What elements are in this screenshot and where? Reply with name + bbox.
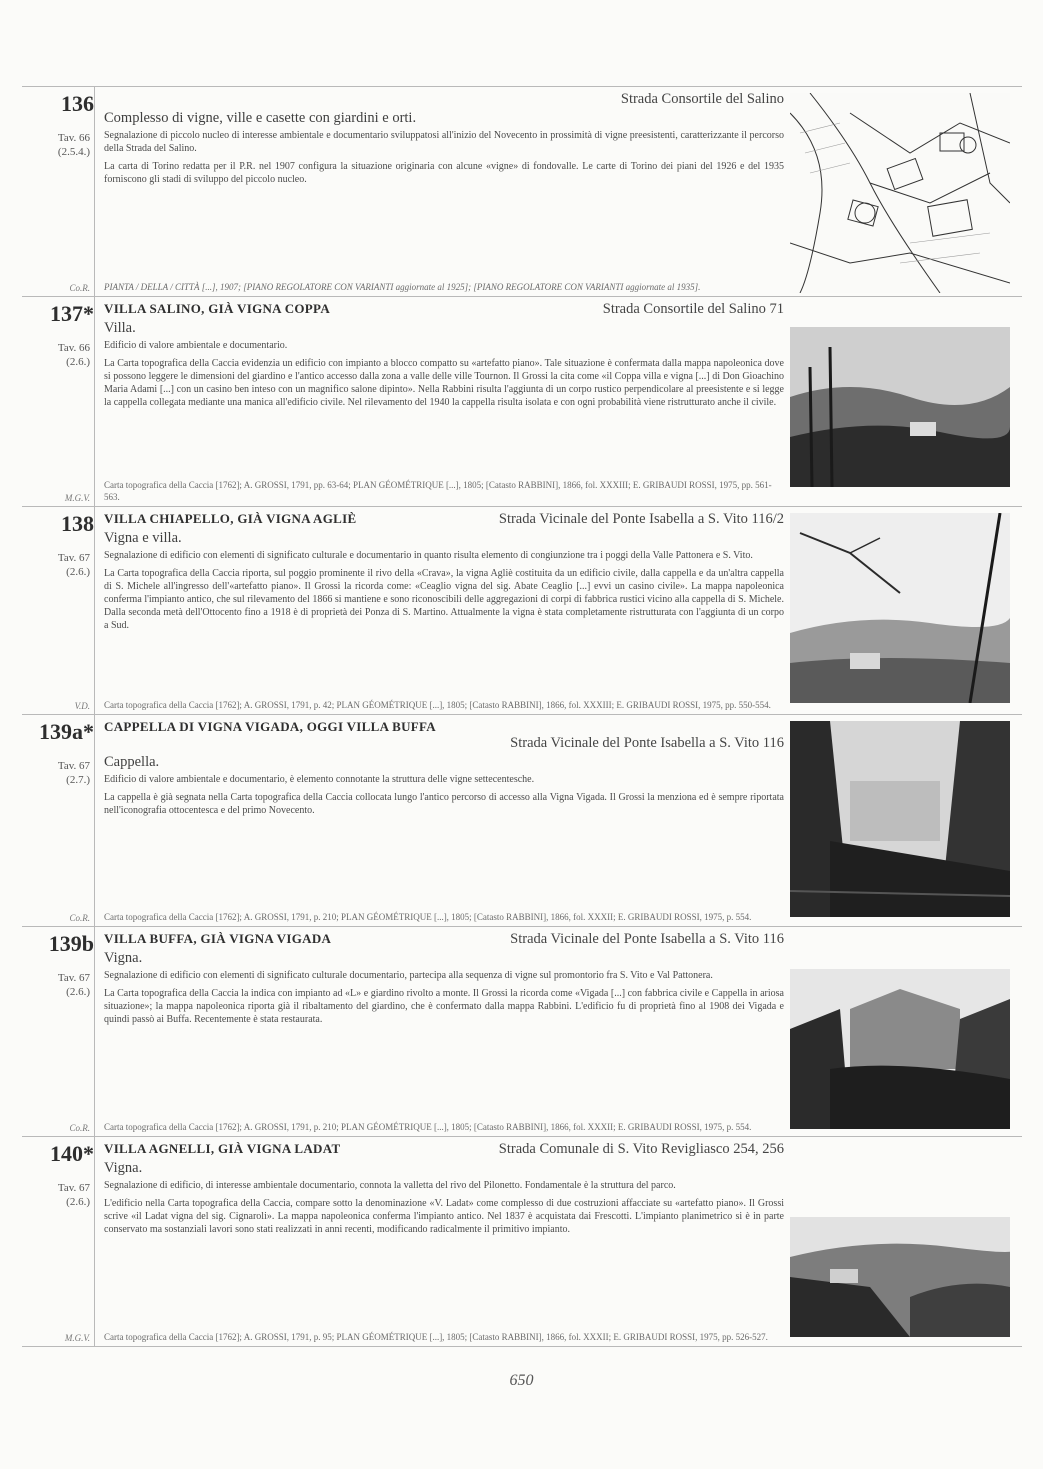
- photo-landscape: [790, 969, 1010, 1129]
- entry-number: 138: [61, 511, 94, 536]
- entry-139a: [22, 714, 1022, 927]
- photo-landscape: [790, 513, 1010, 703]
- entry-type: Complesso di vigne, ville e casette con giardini e orti.: [104, 110, 417, 126]
- entry-left-column: [22, 927, 94, 1137]
- photo-image: [790, 327, 1010, 487]
- bottom-rule: [22, 1346, 1022, 1347]
- tav-ref: (2.6.): [66, 1196, 90, 1208]
- entry-text: [104, 931, 784, 1133]
- entry-140: [22, 1136, 1022, 1347]
- tav-ref: (2.7.): [66, 774, 90, 786]
- entry-paragraph-2: La Carta topografica della Caccia evidenzia un edificio con impianto a blocco compatto su «artefatto piano». Tale situazione è confermata dalla mappa napoleonica dove si possono leggere le dimensioni del giardino e l'antico accesso dalla zona a valle delle ville Tournon. Il Grossi la cita come «il Coppa villa e vigna [...] di Don Gioachino Maria Adami [...] con un casino ben inteso con un magnifico salone dipinto». Nella Rabbini risulta l'aggiunta di un corpo rustico perpendicolare al preesistente e si legge la cappella collegata mediante una manica all'edificio civile. Nel rilevamento del 1940 la cappella risulta isolata e con ogni probabilità viene ristrutturato anche il civile.: [104, 358, 784, 408]
- tav-label: Tav. 66: [57, 132, 90, 144]
- entry-address: Strada Comunale di S. Vito Revigliasco 254, 256: [498, 1141, 784, 1157]
- entry-author: Co.R.: [69, 913, 90, 923]
- entry-bibliography: Carta topografica della Caccia [1762]; A. GROSSI, 1791, pp. 63-64; PLAN GÉOMÉTRIQUE [...], 1805; [Catasto RABBINI], 1866, fol. XXXIII; E. GRIBAUDI ROSSI, 1975, pp. 561-563.: [104, 480, 772, 502]
- photo-image: [790, 969, 1010, 1129]
- column-divider: [94, 715, 95, 927]
- entry-address: Strada Vicinale del Ponte Isabella a S. Vito 116/2: [498, 511, 784, 527]
- entry-title: VILLA BUFFA, GIÀ VIGNA VIGADA: [104, 931, 332, 946]
- tav-ref: (2.6.): [66, 986, 90, 998]
- entry-bibliography: Carta topografica della Caccia [1762]; A. GROSSI, 1791, p. 95; PLAN GÉOMÉTRIQUE [...], 1805; [Catasto RABBINI], 1866, fol. XXXII; E. GRIBAUDI ROSSI, 1975, pp. 526-527.: [104, 1332, 768, 1342]
- entry-paragraph-1: Edificio di valore ambientale e documentario.: [104, 340, 288, 351]
- entry-136: [22, 86, 1022, 297]
- entry-address: Strada Consortile del Salino: [620, 91, 784, 107]
- entry-type: Vigna.: [104, 1160, 143, 1176]
- entry-address: Strada Consortile del Salino 71: [602, 301, 784, 317]
- entry-type: Vigna e villa.: [104, 530, 182, 546]
- entry-left-column: [22, 1137, 94, 1347]
- photo-image: [790, 1217, 1010, 1337]
- entry-address: Strada Vicinale del Ponte Isabella a S. Vito 116: [510, 735, 784, 751]
- entry-title: VILLA CHIAPELLO, GIÀ VIGNA AGLIÈ: [104, 511, 357, 526]
- entry-number: 139a*: [39, 719, 94, 744]
- entry-paragraph-2: L'edificio nella Carta topografica della Caccia, compare sotto la denominazione «V. Ladat» come complesso di due costruzioni affacciate su «artefatto piano». Il Grossi scrive «il Ladat vigna del sig. Cignaroli». La mappa napoleonica conferma l'impianto antico. Nel 1837 è acquistata dai Frescotti. L'impianto planimetrico si è in parte conservato ma sostanziali lavori sono stati realizzati in anni recenti, modificando radicalmente il primitivo impianto.: [104, 1198, 784, 1235]
- entry-left-column: [22, 297, 94, 507]
- entry-137: [22, 296, 1022, 507]
- photo-image: [790, 513, 1010, 703]
- entry-type: Cappella.: [104, 754, 160, 770]
- entry-bibliography: Carta topografica della Caccia [1762]; A. GROSSI, 1791, p. 210; PLAN GÉOMÉTRIQUE [...], 1805; [Catasto RABBINI], 1866, fol. XXXII; E. GRIBAUDI ROSSI, 1975, p. 554.: [104, 912, 752, 922]
- entry-author: V.D.: [74, 701, 90, 711]
- entry-paragraph-2: La Carta topografica della Caccia riporta, sul poggio prominente il rivo della «Crava», la vigna Agliè costituita da un edificio civile, dalla cappella e da un'altra cappella di S. Michele all'ingresso dell'«artefatto piano». Il Grossi la ricorda come: «Ceaglio vigna del sig. Abate Ceaglio [...] evvi un casino civile». La mappa napoleonica conferma l'impianto antico, che sul rilevamento del 1866 si mantiene e sono riconoscibili delle aggregazioni di corpi di fabbrica rustici vicino alla cappella di S. Michele. Dalla seconda metà dell'Ottocento fino a 1918 è di proprietà dei Ponza di S. Martino. Attualmente la vigna è stata completamente ristrutturata con l'aggiunta di un corpo a Sud.: [104, 568, 784, 631]
- entry-text: [104, 91, 784, 293]
- entry-title: VILLA SALINO, GIÀ VIGNA COPPA: [104, 301, 331, 316]
- entry-text: [104, 301, 784, 503]
- entry-number: 139b: [48, 931, 94, 956]
- entry-type: Villa.: [104, 320, 136, 336]
- entry-paragraph-2: La carta di Torino redatta per il P.R. nel 1907 configura la situazione originaria con alcune «vigne» di fondovalle. Le carte di Torino dei piani del 1926 e del 1935 forniscono gli stadi di sviluppo del piccolo nucleo.: [104, 161, 784, 185]
- entry-paragraph-2: La Carta topografica della Caccia la indica con impianto ad «L» e giardino rivolto a monte. Il Grossi la ricorda come «Vigada [...] con fabbrica civile e Cappella in ariosa situazione»; la mappa napoleonica riporta già il ribaltamento del giardino, che è confermato dalla mappa Rabbini. L'edificio fu di proprietà fino al 1908 dei Vigada e quindi passò ai Buffa. Recentemente è stata restaurata.: [104, 988, 784, 1025]
- entry-tav: [58, 341, 90, 369]
- entry-title: VILLA AGNELLI, GIÀ VIGNA LADAT: [104, 1141, 341, 1156]
- tav-label: Tav. 67: [57, 1182, 90, 1194]
- entry-text: [104, 511, 784, 711]
- entry-number: 140*: [50, 1141, 94, 1166]
- entry-paragraph-1: Segnalazione di edificio, di interesse ambientale documentario, connota la valletta del rivo del Pilonetto. Fondamentale è la struttura del parco.: [104, 1180, 676, 1191]
- entry-bibliography: PIANTA / DELLA / CITTÀ [...], 1907; [PIANO REGOLATORE CON VARIANTI aggiornate al 1925]; [PIANO REGOLATORE CON VARIANTI aggiornate al 1935].: [104, 282, 701, 292]
- entry-paragraph-2: La cappella è già segnata nella Carta topografica della Caccia collocata lungo l'antico percorso di accesso alla Vigna Vigada. Il Grossi la menziona ed è sempre riportata nell'iconografia ottocentesca e del primo Novecento.: [104, 792, 784, 816]
- entry-title: CAPPELLA DI VIGNA VIGADA, OGGI VILLA BUFFA: [104, 719, 436, 734]
- entry-tav: [58, 759, 90, 787]
- map-drawing: [790, 93, 1010, 293]
- tav-label: Tav. 66: [57, 342, 90, 354]
- entry-bibliography: Carta topografica della Caccia [1762]; A. GROSSI, 1791, p. 210; PLAN GÉOMÉTRIQUE [...], 1805; [Catasto RABBINI], 1866, fol. XXXII; E. GRIBAUDI ROSSI, 1975, p. 554.: [104, 1122, 752, 1132]
- tav-ref: (2.6.): [66, 566, 90, 578]
- tav-label: Tav. 67: [57, 760, 90, 772]
- entry-left-column: [22, 87, 94, 297]
- tav-label: Tav. 67: [57, 972, 90, 984]
- entry-left-column: [22, 507, 94, 715]
- column-divider: [94, 1137, 95, 1347]
- entry-tav: [58, 971, 90, 999]
- entry-number: 136: [61, 91, 94, 116]
- entry-address: Strada Vicinale del Ponte Isabella a S. Vito 116: [510, 931, 784, 947]
- column-divider: [94, 927, 95, 1137]
- entry-139b: [22, 926, 1022, 1137]
- entry-type: Vigna.: [104, 950, 143, 966]
- entry-text: [104, 1141, 784, 1343]
- tav-ref: (2.5.4.): [57, 146, 90, 158]
- tav-label: Tav. 67: [57, 552, 90, 564]
- entry-tav: [58, 1181, 90, 1209]
- column-divider: [94, 297, 95, 507]
- entry-paragraph-1: Segnalazione di edificio con elementi di significato culturale e documentario in quanto risulta elemento di congiunzione tra i poggi della Valle Pattonera e S. Vito.: [104, 550, 753, 561]
- entry-tav: [58, 551, 90, 579]
- entry-number: 137*: [50, 301, 94, 326]
- entry-bibliography: Carta topografica della Caccia [1762]; A. GROSSI, 1791, p. 42; PLAN GÉOMÉTRIQUE [...], 1805; [Catasto RABBINI], 1866, fol. XXXIII; E. GRIBAUDI ROSSI, 1975, pp. 550-554.: [104, 700, 771, 710]
- entry-author: Co.R.: [69, 283, 90, 293]
- photo-landscape: [790, 327, 1010, 487]
- photo-landscape: [790, 721, 1010, 917]
- entry-author: M.G.V.: [64, 493, 90, 503]
- entry-paragraph-1: Segnalazione di edificio con elementi di significato culturale documentario, partecipa alla sequenza di vigne sul promontorio fra S. Vito e Val Pattonera.: [104, 970, 713, 981]
- tav-ref: (2.6.): [66, 356, 90, 368]
- entry-left-column: [22, 715, 94, 927]
- photo-landscape: [790, 1217, 1010, 1337]
- column-divider: [94, 507, 95, 715]
- map-image: [790, 93, 1010, 293]
- photo-image: [790, 721, 1010, 917]
- entry-text: [104, 719, 784, 923]
- column-divider: [94, 87, 95, 297]
- entry-author: Co.R.: [69, 1123, 90, 1133]
- entry-138: [22, 506, 1022, 715]
- entry-paragraph-1: Segnalazione di piccolo nucleo di interesse ambientale e documentario sviluppatosi all'inizio del Novecento in prossimità di vigne preesistenti, caratterizzante il percorso della Strada del Salino.: [104, 130, 784, 154]
- entry-tav: [58, 131, 90, 159]
- page-number: 650: [509, 1372, 534, 1389]
- entry-author: M.G.V.: [64, 1333, 90, 1343]
- entry-paragraph-1: Edificio di valore ambientale e documentario, è elemento connotante la struttura delle vigne settecentesche.: [104, 774, 535, 785]
